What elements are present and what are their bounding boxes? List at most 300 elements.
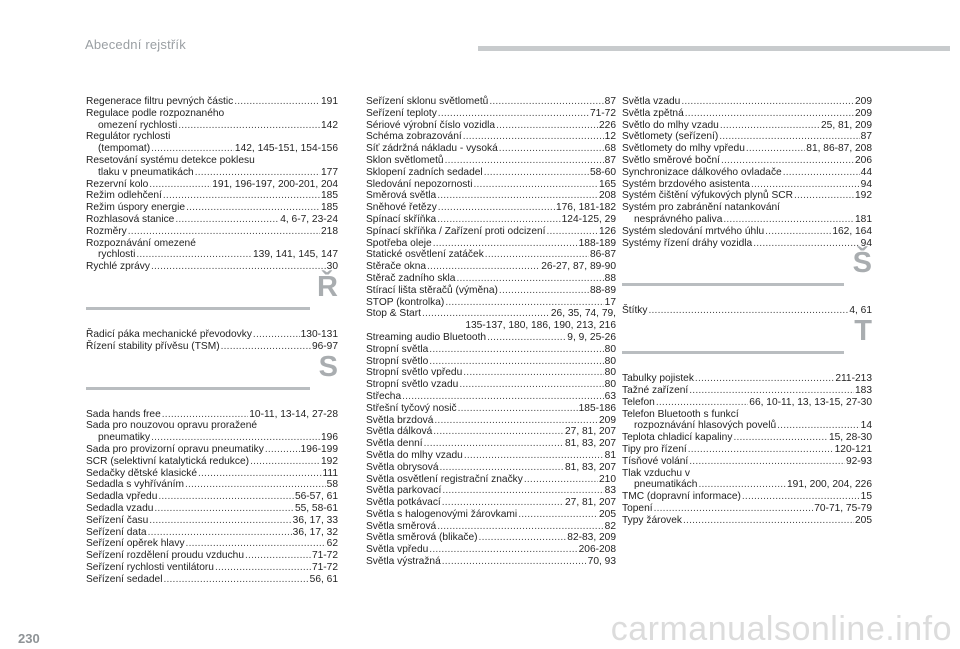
page-reference: 88 xyxy=(604,272,616,284)
index-term: Tísňové volání xyxy=(622,455,689,467)
page-reference: 55, 58-61 xyxy=(294,502,338,514)
section-letter: T xyxy=(854,315,872,348)
dot-leader xyxy=(158,491,294,503)
dot-leader xyxy=(733,432,828,444)
index-line xyxy=(366,356,616,368)
dot-leader xyxy=(429,544,577,556)
index-line xyxy=(86,420,338,432)
index-entry xyxy=(622,120,872,132)
page-reference: 185 xyxy=(321,190,338,202)
dot-leader xyxy=(484,167,589,179)
dot-leader xyxy=(438,202,555,214)
dot-leader xyxy=(186,538,326,550)
index-term: Schéma zobrazování xyxy=(366,131,462,143)
index-line xyxy=(366,249,616,261)
page-reference: 86-87 xyxy=(589,249,616,261)
index-term: Stírací lišta stěračů (výměna) xyxy=(366,284,498,296)
dot-leader xyxy=(148,527,292,539)
index-entry xyxy=(366,379,616,391)
index-term: Směrová světla xyxy=(366,190,437,202)
page-reference: 17 xyxy=(604,296,616,308)
index-entry xyxy=(366,344,616,356)
index-term: Seřízení teploty xyxy=(366,107,437,119)
index-line xyxy=(86,538,338,550)
index-entry xyxy=(86,444,338,456)
dot-leader xyxy=(719,131,859,143)
dot-leader xyxy=(479,532,567,544)
page-reference: 191 xyxy=(321,96,338,107)
dot-leader xyxy=(429,356,603,368)
page-reference: 130-131 xyxy=(300,328,338,340)
page-reference: 209 xyxy=(599,414,616,426)
index-entry xyxy=(366,96,616,108)
index-line xyxy=(366,556,616,568)
dot-leader xyxy=(463,131,604,143)
index-line xyxy=(622,143,872,155)
index-entry xyxy=(622,456,872,468)
page-reference: 181 xyxy=(855,213,872,225)
index-term: Rezervní kolo xyxy=(86,178,149,190)
index-entry xyxy=(366,450,616,462)
dot-leader xyxy=(487,332,566,344)
index-entry xyxy=(86,550,338,562)
page-reference: 177 xyxy=(321,166,338,178)
index-term: Systém pro zabránění natankování xyxy=(622,202,781,214)
page-reference: 15 xyxy=(860,491,872,503)
index-entry xyxy=(366,120,616,132)
page-reference: 12 xyxy=(604,131,616,143)
page-reference: 196 xyxy=(321,432,338,444)
index-term: Spínací skříňka / Zařízení proti odcizení xyxy=(366,225,546,237)
index-entry xyxy=(366,462,616,474)
index-entry xyxy=(622,503,872,515)
dot-leader xyxy=(439,462,564,474)
dot-leader xyxy=(154,503,294,515)
page-reference: 192 xyxy=(321,455,338,467)
index-term: Režim úspory energie xyxy=(86,202,186,214)
index-column-2 xyxy=(366,96,616,568)
index-line xyxy=(622,214,872,226)
page-reference: 162, 164 xyxy=(832,225,872,237)
index-entry xyxy=(622,305,872,317)
index-line xyxy=(366,238,616,250)
dot-leader xyxy=(464,450,604,462)
index-line xyxy=(366,261,616,273)
index-term: Řízení stability přívěsu (TSM) xyxy=(86,340,220,352)
dot-leader xyxy=(175,214,279,226)
index-entry xyxy=(86,409,338,421)
section-letter: Š xyxy=(852,247,872,280)
index-term: Střecha xyxy=(366,390,402,402)
page-reference: 87 xyxy=(604,154,616,166)
index-term: Tažné zařízení xyxy=(622,384,689,396)
index-line xyxy=(622,444,872,456)
page-reference: 66, 10-11, 13, 13-15, 27-30 xyxy=(749,396,872,408)
dot-leader xyxy=(195,167,320,179)
index-term: Systém brzdového asistenta xyxy=(622,178,750,190)
index-entry xyxy=(366,179,616,191)
page-reference: 176, 181-182 xyxy=(555,202,616,214)
index-entry xyxy=(622,397,872,409)
page-reference: 14 xyxy=(860,420,872,432)
index-term: pneumatikách xyxy=(634,479,698,491)
index-line xyxy=(622,468,872,480)
index-term: Světla parkovací xyxy=(366,485,442,497)
index-entry xyxy=(622,468,872,492)
dot-leader xyxy=(265,444,300,456)
page-reference: 206-208 xyxy=(578,544,616,556)
index-line xyxy=(622,108,872,120)
index-entry xyxy=(86,131,338,155)
index-line xyxy=(366,308,616,320)
index-entry xyxy=(366,544,616,556)
index-term: Sada pro nouzovou opravu proražené xyxy=(86,420,258,432)
page-reference: 208 xyxy=(599,190,616,202)
index-line xyxy=(622,420,872,432)
index-entry xyxy=(366,426,616,438)
index-term: Seřízení času xyxy=(86,514,149,526)
index-entry xyxy=(622,131,872,143)
index-line xyxy=(366,344,616,356)
index-entry xyxy=(86,574,338,586)
dot-leader xyxy=(445,155,604,167)
index-entry xyxy=(86,538,338,550)
index-term: Světla obrysová xyxy=(366,461,439,473)
page-reference: 81, 86-87, 208 xyxy=(806,143,872,155)
page-reference: 9, 9, 25-26 xyxy=(567,331,616,343)
dot-leader xyxy=(402,391,604,403)
page-reference: 80 xyxy=(604,367,616,379)
index-entry xyxy=(622,432,872,444)
page-reference: 142 xyxy=(321,119,338,131)
header-bar xyxy=(478,46,950,51)
page-reference: 209 xyxy=(855,107,872,119)
dot-leader xyxy=(742,491,860,503)
index-term: (tempomat) xyxy=(98,143,151,155)
dot-leader xyxy=(438,108,589,120)
dot-leader xyxy=(689,456,845,468)
index-term: Světla osvětlení registrační značky xyxy=(366,473,523,485)
dot-leader xyxy=(250,456,320,468)
index-term: Světla směrová xyxy=(366,520,437,532)
index-line xyxy=(366,426,616,438)
page-reference: 30 xyxy=(326,261,338,273)
index-entry xyxy=(622,155,872,167)
index-entry xyxy=(366,108,616,120)
dot-leader xyxy=(648,305,848,317)
index-line xyxy=(622,120,872,132)
page-reference: 185 xyxy=(321,202,338,214)
index-line xyxy=(622,397,872,409)
index-line xyxy=(622,373,872,385)
dot-leader xyxy=(149,515,291,527)
section-divider xyxy=(86,350,338,409)
index-line xyxy=(366,96,616,108)
index-column-1 xyxy=(86,96,338,586)
section-letter: S xyxy=(318,350,338,383)
index-term: pneumatiky xyxy=(98,432,151,444)
page-reference: 44 xyxy=(860,166,872,178)
page-reference: 56, 61 xyxy=(309,573,338,585)
page-reference: 188-189 xyxy=(578,237,616,249)
index-entry xyxy=(86,515,338,527)
page-reference: 81, 83, 207 xyxy=(565,438,616,450)
index-term: Světla směrová (blikače) xyxy=(366,532,478,544)
index-term: nesprávného paliva xyxy=(634,213,723,225)
page-reference: 111 xyxy=(322,467,338,479)
index-term: Řadicí páka mechanické převodovky xyxy=(86,328,252,340)
index-line xyxy=(366,521,616,533)
page-reference: 63 xyxy=(604,390,616,402)
dot-leader xyxy=(751,179,860,191)
index-entry xyxy=(366,474,616,486)
dot-leader xyxy=(433,426,564,438)
index-entry xyxy=(86,420,338,444)
index-entry xyxy=(86,214,338,226)
dot-leader xyxy=(459,379,603,391)
index-term: Sedadla vpředu xyxy=(86,491,158,503)
page-reference: 10-11, 13-14, 27-28 xyxy=(249,408,338,420)
index-term: Světla vzadu xyxy=(622,96,681,107)
index-line xyxy=(366,474,616,486)
page-reference: 26-27, 87, 89-90 xyxy=(541,261,616,273)
index-term: Světla potkávací xyxy=(366,497,441,509)
index-line xyxy=(622,167,872,179)
section-rule xyxy=(622,283,844,286)
index-term: Stropní světlo vpředu xyxy=(366,367,463,379)
dot-leader xyxy=(746,143,805,155)
index-term: Sada hands free xyxy=(86,408,161,420)
index-term: Sériové výrobní číslo vozidla xyxy=(366,119,496,131)
page-reference: 139, 141, 145, 147 xyxy=(253,249,338,261)
index-entry xyxy=(86,108,338,132)
index-term: Typy žárovek xyxy=(622,514,683,526)
index-line xyxy=(622,479,872,491)
page-reference: 183 xyxy=(855,384,872,396)
dot-leader xyxy=(424,438,564,450)
dot-leader xyxy=(489,96,603,108)
dot-leader xyxy=(149,179,211,191)
dot-leader xyxy=(437,190,598,202)
index-line xyxy=(622,503,872,515)
dot-leader xyxy=(221,341,311,353)
index-line xyxy=(366,155,616,167)
page-reference: 218 xyxy=(321,225,338,237)
index-entry xyxy=(86,456,338,468)
index-entry xyxy=(366,202,616,214)
dot-leader xyxy=(433,238,578,250)
index-entry xyxy=(86,96,338,108)
page-reference: 71-72 xyxy=(311,561,338,573)
index-line xyxy=(366,179,616,191)
dot-leader xyxy=(499,285,589,297)
index-term: omezení rychlosti xyxy=(98,119,178,131)
index-term: Světla denní xyxy=(366,438,423,450)
page-reference: 211-213 xyxy=(835,373,872,385)
page-reference: 70, 93 xyxy=(587,556,616,568)
index-term: Telefon xyxy=(622,396,655,408)
index-line xyxy=(86,131,338,143)
page-reference: 206 xyxy=(855,154,872,166)
index-term: Stěrače okna xyxy=(366,261,427,273)
index-entry xyxy=(622,385,872,397)
index-term: Regulace podle rozpoznaného xyxy=(86,107,225,119)
index-term: Světla s halogenovými žárovkami xyxy=(366,508,518,520)
dot-leader xyxy=(794,190,854,202)
page-reference: 68 xyxy=(604,143,616,155)
index-line xyxy=(86,503,338,515)
dot-leader xyxy=(723,214,854,226)
index-entry xyxy=(366,167,616,179)
index-term: Systém čištění výfukových plynů SCR xyxy=(622,190,793,202)
page-reference: 94 xyxy=(860,237,872,249)
section-divider xyxy=(622,247,872,305)
page-reference: 120-121 xyxy=(834,443,872,455)
dot-leader xyxy=(437,214,560,226)
dot-leader xyxy=(547,226,599,238)
index-line xyxy=(86,574,338,586)
index-term: Spotřeba oleje xyxy=(366,237,432,249)
index-term: Rozměry xyxy=(86,225,127,237)
section-rule xyxy=(622,351,844,354)
dot-leader xyxy=(485,249,589,261)
page-reference: 36, 17, 32 xyxy=(292,526,338,538)
index-line xyxy=(622,131,872,143)
index-term: Světla do mlhy vzadu xyxy=(366,449,463,461)
index-entry xyxy=(86,491,338,503)
index-line xyxy=(366,462,616,474)
page-reference: 58-60 xyxy=(589,166,616,178)
index-line xyxy=(86,491,338,503)
index-entry xyxy=(366,367,616,379)
dot-leader xyxy=(681,96,854,108)
index-term: Režim odlehčení xyxy=(86,190,162,202)
index-entry xyxy=(366,497,616,509)
page-reference: 70-71, 75-79 xyxy=(814,502,872,514)
index-line xyxy=(366,544,616,556)
dot-leader xyxy=(434,415,598,427)
page-reference: 88-89 xyxy=(589,284,616,296)
index-term: STOP (kontrolka) xyxy=(366,296,445,308)
index-line xyxy=(622,96,872,108)
page-reference: 62 xyxy=(326,538,338,550)
index-line xyxy=(86,468,338,480)
dot-leader xyxy=(689,385,854,397)
index-entry xyxy=(86,179,338,191)
index-entry xyxy=(622,373,872,385)
index-term: Sedadla vzadu xyxy=(86,502,154,514)
index-entry xyxy=(622,409,872,433)
index-entry xyxy=(366,403,616,415)
index-entry xyxy=(622,96,872,108)
index-line xyxy=(86,143,338,155)
index-line xyxy=(86,329,338,341)
index-entry xyxy=(622,143,872,155)
index-line xyxy=(86,214,338,226)
index-line xyxy=(366,367,616,379)
index-entry xyxy=(86,468,338,480)
index-entry xyxy=(86,341,338,353)
index-entry xyxy=(366,485,616,497)
dot-leader xyxy=(151,432,320,444)
index-entry xyxy=(366,131,616,143)
index-line xyxy=(622,491,872,503)
index-term: rozpoznávání hlasových povelů xyxy=(634,420,777,432)
index-entry xyxy=(366,238,616,250)
index-term: Síť zádržná nákladu - vysoká xyxy=(366,143,498,155)
index-line xyxy=(366,226,616,238)
index-line xyxy=(366,167,616,179)
index-entry xyxy=(86,202,338,214)
index-term: Tipy pro řízení xyxy=(622,443,687,455)
index-line xyxy=(366,497,616,509)
index-line xyxy=(366,143,616,155)
index-entry xyxy=(622,167,872,179)
dot-leader xyxy=(683,515,854,527)
index-line xyxy=(86,120,338,132)
index-line xyxy=(86,550,338,562)
index-entry xyxy=(622,238,872,250)
index-term: Sedadla s vyhříváním xyxy=(86,479,184,491)
page-reference: 4, 6-7, 23-24 xyxy=(280,213,338,225)
page-reference: 27, 81, 207 xyxy=(565,497,616,509)
index-line xyxy=(366,131,616,143)
page-reference: 124-125, 29 xyxy=(561,213,616,225)
page-reference: 185-186 xyxy=(578,402,616,414)
page-reference: 196-199 xyxy=(300,443,338,455)
index-term: tlaku v pneumatikách xyxy=(98,166,194,178)
index-line xyxy=(86,432,338,444)
index-entry xyxy=(86,503,338,515)
index-line xyxy=(86,155,338,167)
dot-leader xyxy=(698,479,786,491)
dot-leader xyxy=(128,226,320,238)
index-term: Regenerace filtru pevných částic xyxy=(86,96,234,107)
page-reference: 82 xyxy=(604,520,616,532)
index-line xyxy=(366,332,616,344)
dot-leader xyxy=(442,485,603,497)
index-entry xyxy=(366,249,616,261)
index-term: Rychlé zprávy xyxy=(86,261,150,273)
index-line xyxy=(622,202,872,214)
index-term: Sedačky dětské klasické xyxy=(86,467,197,479)
index-term: Světla brzdová xyxy=(366,414,434,426)
index-line xyxy=(366,415,616,427)
index-term: Sněhové řetězy xyxy=(366,202,437,214)
index-term: Sledování nepozornosti xyxy=(366,178,473,190)
index-line xyxy=(366,297,616,309)
index-line xyxy=(622,305,872,317)
index-line xyxy=(366,273,616,285)
page-reference: 205 xyxy=(599,508,616,520)
page-reference: 209 xyxy=(855,96,872,107)
index-entry xyxy=(622,190,872,202)
index-term: Sklon světlometů xyxy=(366,154,444,166)
index-line xyxy=(86,249,338,261)
index-term: Seřízení sklonu světlometů xyxy=(366,96,489,107)
index-line xyxy=(366,120,616,132)
dot-leader xyxy=(654,503,814,515)
index-term: Střešní tyčový nosič xyxy=(366,402,457,414)
page-reference: 71-72 xyxy=(589,107,616,119)
section-rule xyxy=(86,387,310,390)
dot-leader xyxy=(445,297,603,309)
index-line xyxy=(86,527,338,539)
index-line xyxy=(366,379,616,391)
index-entry xyxy=(86,238,338,262)
index-entry xyxy=(366,391,616,403)
index-term: Spínací skříňka xyxy=(366,213,437,225)
